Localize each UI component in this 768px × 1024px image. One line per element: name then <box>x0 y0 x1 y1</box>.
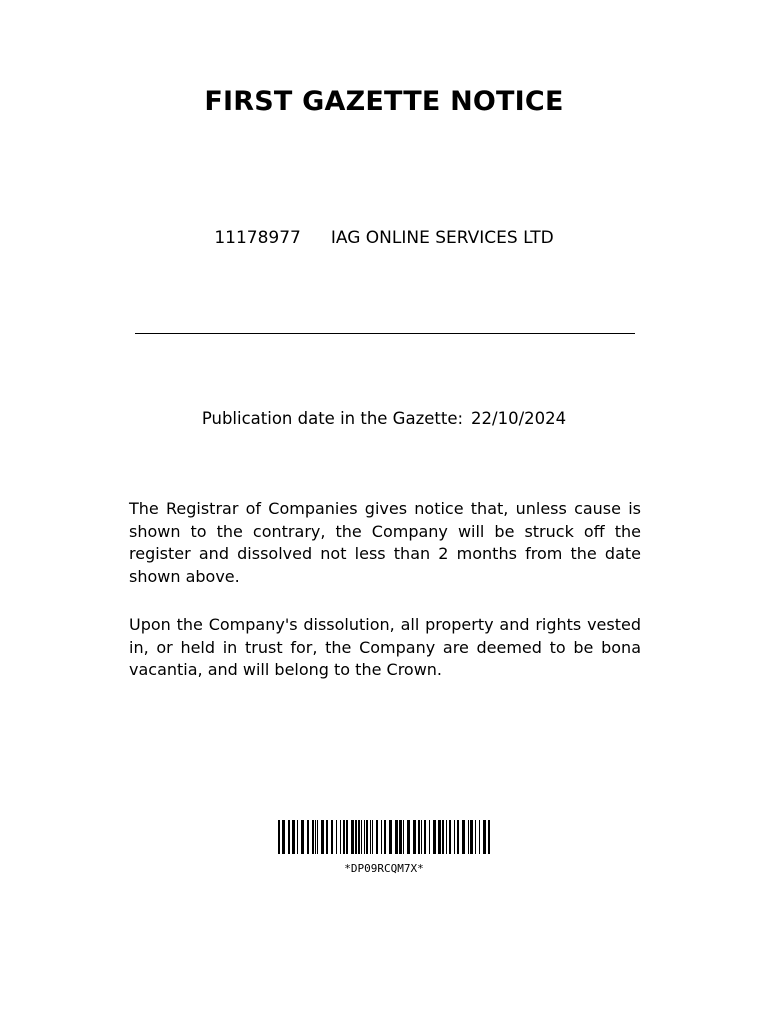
barcode-text: *DP09RCQM7X* <box>344 862 424 875</box>
divider <box>135 333 635 334</box>
publication-date-value: 22/10/2024 <box>471 409 567 428</box>
page-title: FIRST GAZETTE NOTICE <box>204 86 564 117</box>
barcode-image <box>278 820 490 854</box>
publication-date-line <box>0 409 768 428</box>
publication-date-label: Publication date in the Gazette: <box>201 409 464 428</box>
company-number: 11178977 <box>214 228 301 248</box>
notice-paragraph-strike-off: The Registrar of Companies gives notice that, unless cause is shown to the contrary, the Company will be struck off the register and dissolved not less than 2 months from the date shown above. <box>129 499 641 586</box>
company-line <box>0 228 768 248</box>
company-name: IAG ONLINE SERVICES LTD <box>330 228 554 248</box>
notice-paragraph-bona-vacantia: Upon the Company's dissolution, all property and rights vested in, or held in trust for, the Company are deemed to be bona vacantia, and will belong to the Crown. <box>129 615 641 679</box>
